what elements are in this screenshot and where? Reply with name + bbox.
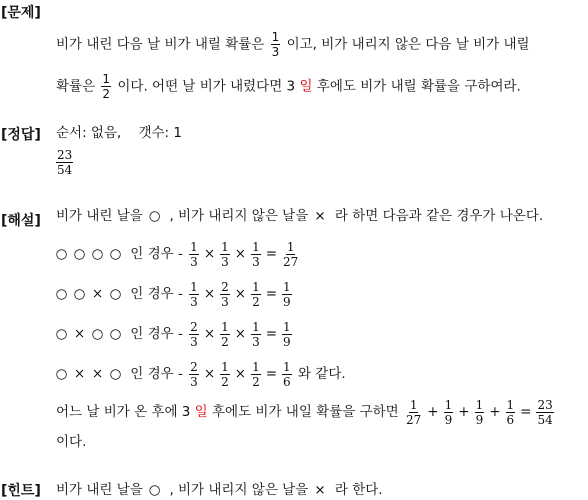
problem-text: 후에도 비가 내릴 확률을 구하여라.	[316, 78, 521, 95]
explanation-text: 비가 내린 날을	[56, 208, 143, 224]
cross-symbol: ×	[73, 366, 86, 382]
circle-symbol: ○	[91, 326, 104, 342]
operator: +	[489, 404, 501, 420]
operator: ×	[234, 326, 247, 342]
hint-text: 라 한다.	[334, 482, 383, 498]
fraction: $\frac{2}{3}$	[221, 280, 229, 309]
fraction: $\frac{1}{27}$	[406, 398, 422, 427]
operator: ×	[203, 286, 216, 302]
case-label: 인 경우 -	[126, 366, 188, 382]
problem-line-1	[56, 30, 530, 59]
fraction: $\frac{23}{54}$	[57, 148, 73, 177]
case-line	[54, 280, 294, 309]
fraction: $\frac{1}{3}$	[221, 240, 229, 269]
operator: ×	[203, 246, 216, 262]
operator: +	[458, 404, 470, 420]
circle-symbol: ○	[91, 246, 104, 262]
circle-symbol: ○	[109, 366, 122, 382]
case-tail: 와 같다.	[293, 366, 346, 382]
circle-symbol: ○	[55, 286, 68, 302]
highlight-day: 일	[299, 78, 313, 95]
explanation-label: [해설]	[1, 213, 41, 229]
case-label: 인 경우 -	[126, 286, 188, 302]
circle-symbol: ○	[148, 482, 161, 498]
circle-symbol: ○	[109, 326, 122, 342]
fraction: $\frac{1}{2}$	[252, 280, 260, 309]
problem-text: 비가 내린 다음 날 비가 내릴 확률은	[56, 36, 265, 53]
operator: ×	[203, 366, 216, 382]
fraction: $\frac{1}{2}$	[221, 320, 229, 349]
case-line	[54, 240, 301, 269]
explanation-text: , 비가 내리지 않은 날을	[169, 208, 309, 224]
fraction: $\frac{1}{27}$	[283, 240, 299, 269]
operator: =	[520, 404, 532, 420]
fraction: $\frac{1}{3}$	[190, 240, 198, 269]
circle-symbol: ○	[148, 208, 161, 224]
cross-symbol: ×	[314, 208, 326, 224]
hint-label: [힌트]	[1, 483, 41, 499]
answer-value	[54, 148, 75, 177]
operator: ×	[234, 366, 247, 382]
explanation-text: 후에도 비가 내일 확률을 구하면	[212, 404, 399, 420]
closing-line: 이다.	[56, 434, 87, 450]
explanation-text: 어느 날 비가 온 후에 3	[56, 404, 191, 420]
operator: =	[265, 366, 278, 382]
fraction: $\frac{2}{3}$	[190, 360, 198, 389]
circle-symbol: ○	[109, 286, 122, 302]
hint-line	[56, 480, 383, 500]
problem-text: 이다. 어떤 날 비가 내렸다면 3	[117, 78, 296, 95]
case-label: 인 경우 -	[126, 246, 188, 262]
circle-symbol: ○	[73, 286, 86, 302]
fraction: $\frac{1}{2}$	[221, 360, 229, 389]
cross-symbol: ×	[314, 482, 326, 498]
explanation-intro	[56, 206, 543, 226]
hint-text: 비가 내린 날을	[56, 482, 143, 498]
fraction: $\frac{1}{3}$	[271, 30, 280, 59]
circle-symbol: ○	[55, 326, 68, 342]
fraction: $\frac{1}{9}$	[283, 320, 291, 349]
fraction: $\frac{1}{2}$	[252, 360, 260, 389]
cross-symbol: ×	[91, 366, 104, 382]
fraction: $\frac{23}{54}$	[537, 398, 553, 427]
cross-symbol: ×	[73, 326, 86, 342]
fraction: $\frac{2}{3}$	[190, 320, 198, 349]
sum-line	[56, 398, 556, 427]
explanation-text: 라 하면 다음과 같은 경우가 나온다.	[334, 208, 544, 224]
highlight-day: 일	[194, 404, 208, 420]
circle-symbol: ○	[73, 246, 86, 262]
fraction: $\frac{1}{9}$	[283, 280, 291, 309]
hint-text: , 비가 내리지 않은 날을	[169, 482, 309, 498]
problem-text: 확률은	[56, 78, 96, 95]
fraction: $\frac{1}{9}$	[475, 398, 484, 427]
fraction: $\frac{1}{3}$	[190, 280, 198, 309]
circle-symbol: ○	[109, 246, 122, 262]
fraction: $\frac{1}{2}$	[102, 72, 111, 101]
case-line	[54, 360, 346, 389]
answer-meta: 순서: 없음, 갯수: 1	[56, 125, 182, 141]
operator: =	[265, 246, 278, 262]
answer-label: [정답]	[1, 127, 41, 143]
operator: ×	[203, 326, 216, 342]
case-line	[54, 320, 294, 349]
circle-symbol: ○	[55, 246, 68, 262]
operator: =	[265, 286, 278, 302]
operator: ×	[234, 246, 247, 262]
fraction: $\frac{1}{6}$	[283, 360, 291, 389]
problem-label: [문제]	[1, 5, 41, 21]
problem-line-2	[56, 72, 521, 101]
cross-symbol: ×	[91, 286, 104, 302]
fraction: $\frac{1}{9}$	[444, 398, 453, 427]
operator: ×	[234, 286, 247, 302]
fraction: $\frac{1}{6}$	[506, 398, 515, 427]
case-label: 인 경우 -	[126, 326, 188, 342]
operator: =	[265, 326, 278, 342]
operator: +	[427, 404, 439, 420]
problem-text: 이고, 비가 내리지 않은 다음 날 비가 내릴	[286, 36, 530, 53]
fraction: $\frac{1}{3}$	[252, 320, 260, 349]
fraction: $\frac{1}{3}$	[252, 240, 260, 269]
circle-symbol: ○	[55, 366, 68, 382]
sum-expression	[403, 398, 556, 427]
